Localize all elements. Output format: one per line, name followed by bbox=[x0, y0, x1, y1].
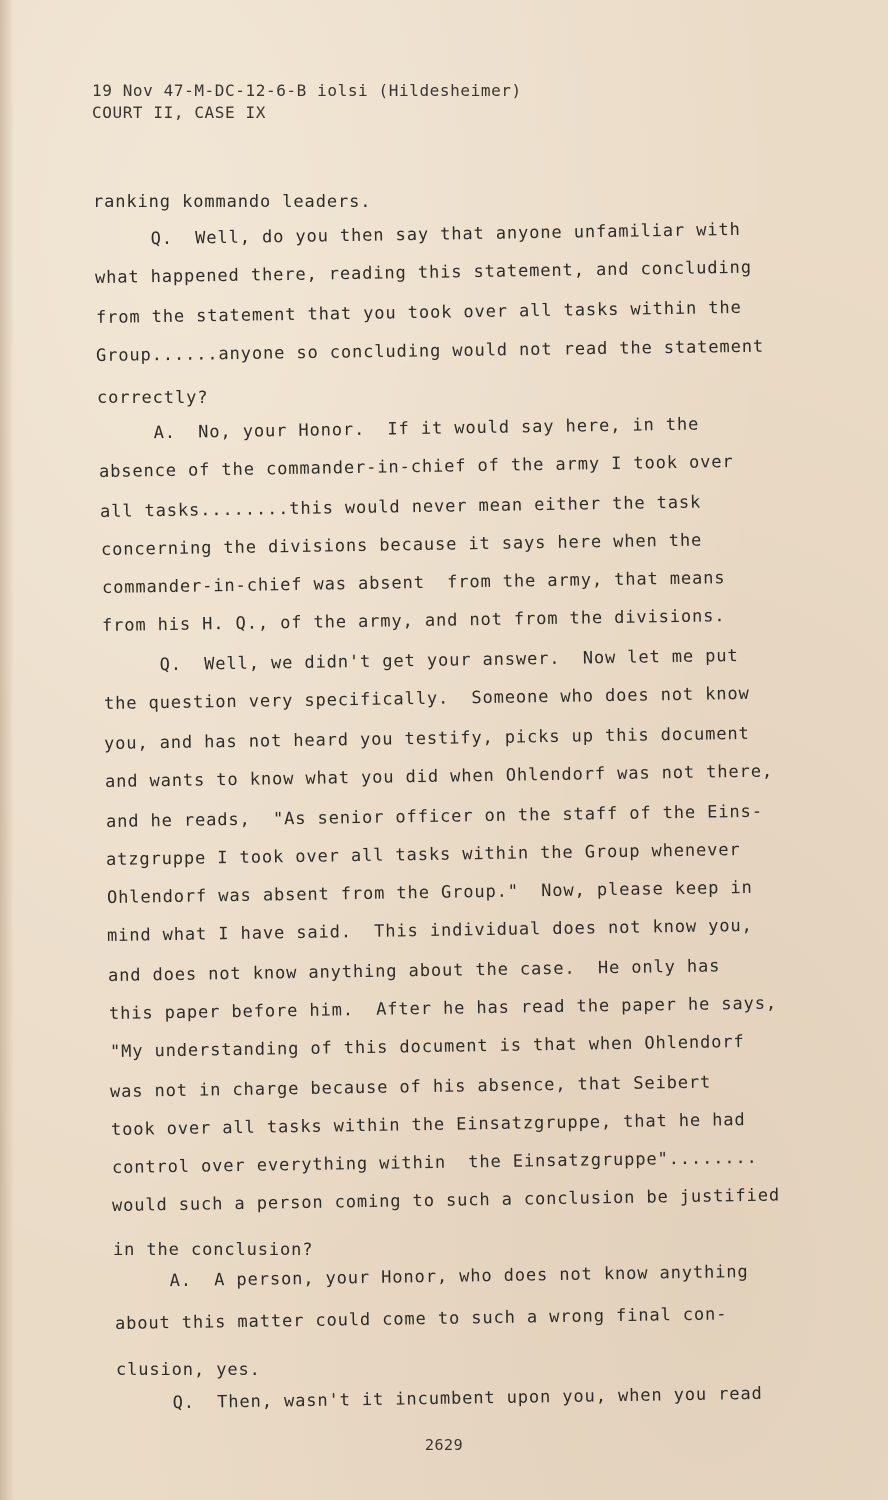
header-session-line: 19 Nov 47-M-DC-12-6-B iolsi (Hildesheimer) bbox=[92, 81, 522, 100]
body-line-12: from his H. Q., of the army, and not from the divisions. bbox=[101, 606, 726, 636]
body-line-6: correctly? bbox=[97, 388, 209, 408]
body-line-31: clusion, yes. bbox=[116, 1360, 261, 1380]
body-line-5: Group......anyone so concluding would not read the statement bbox=[95, 336, 765, 366]
body-line-21: and does not know anything about the case. He only has bbox=[107, 956, 721, 986]
paper-edge-shadow bbox=[0, 0, 14, 1500]
body-line-8: absence of the commander-in-chief of the army I took over bbox=[98, 452, 734, 482]
body-line-10: concerning the divisions because it says here when the bbox=[100, 530, 703, 560]
header-court-line: COURT II, CASE IX bbox=[92, 103, 266, 122]
body-line-23: "My understanding of this document is that when Ohlendorf bbox=[109, 1032, 745, 1062]
body-line-13: Q. Well, we didn't get your answer. Now let me put bbox=[103, 646, 739, 676]
body-line-32: Q. Then, wasn't it incumbent upon you, when you read bbox=[116, 1383, 763, 1414]
body-line-7: A. No, your Honor. If it would say here, in the bbox=[97, 414, 700, 444]
body-line-19: Ohlendorf was absent from the Group." Now, please keep in bbox=[106, 877, 753, 908]
transcript-header bbox=[92, 80, 522, 124]
body-line-28: in the conclusion? bbox=[113, 1240, 314, 1260]
body-line-11: commander-in-chief was absent from the army, that means bbox=[101, 568, 726, 598]
body-line-2: Q. Well, do you then say that anyone unfamiliar with bbox=[94, 219, 741, 250]
body-line-27: would such a person coming to such a conclusion be justified bbox=[111, 1185, 781, 1216]
body-line-20: mind what I have said. This individual does not know you, bbox=[106, 915, 753, 946]
body-line-14: the question very specifically. Someone who does not know bbox=[103, 683, 750, 714]
body-line-26: control over everything within the Einsatzgruppe"........ bbox=[111, 1147, 758, 1178]
body-line-29: A. A person, your Honor, who does not know anything bbox=[113, 1262, 749, 1292]
body-line-9: all tasks........this would never mean either the task bbox=[99, 492, 702, 522]
body-line-3: what happened there, reading this statement, and concluding bbox=[94, 257, 753, 288]
body-line-15: you, and has not heard you testify, picks up this document bbox=[103, 723, 750, 754]
body-line-22: this paper before him. After he has read the paper he says, bbox=[108, 993, 778, 1024]
body-line-16: and wants to know what you did when Ohlendorf was not there, bbox=[104, 761, 774, 792]
body-line-24: was not in charge because of his absence, that Seibert bbox=[109, 1072, 712, 1102]
body-line-18: atzgruppe I took over all tasks within the Group whenever bbox=[105, 840, 741, 870]
body-line-4: from the statement that you took over all tasks within the bbox=[95, 297, 742, 328]
page-number: 2629 bbox=[425, 1436, 464, 1454]
body-line-1: ranking kommando leaders. bbox=[93, 192, 372, 212]
body-line-30: about this matter could come to such a wrong final con- bbox=[114, 1304, 728, 1334]
body-line-17: and he reads, "As senior officer on the staff of the Eins- bbox=[105, 801, 764, 832]
body-line-25: took over all tasks within the Einsatzgruppe, that he had bbox=[110, 1110, 746, 1140]
